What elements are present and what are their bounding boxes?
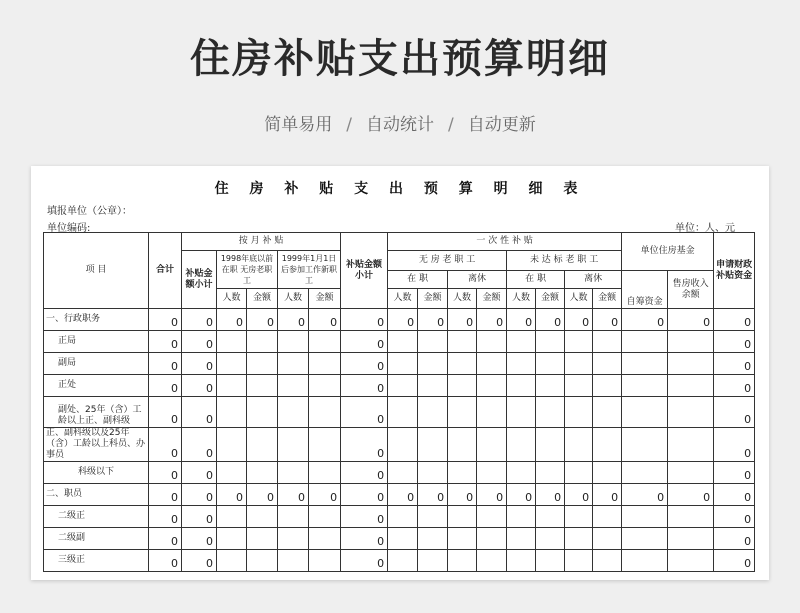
cell-o-p3[interactable] [507,462,536,484]
cell-sale[interactable] [668,462,714,484]
cell-o-p4[interactable] [565,375,593,397]
cell-o-p1[interactable] [388,428,418,462]
header-active: 在 职 [507,271,565,289]
cell-apply[interactable]: 0 [714,375,755,397]
cell-o-a1[interactable]: 0 [418,309,448,331]
cell-m-a2[interactable] [309,462,341,484]
cell-o-sub[interactable]: 0 [341,528,388,550]
cell-m-p2[interactable] [278,397,309,428]
cell-o-p4[interactable]: 0 [565,309,593,331]
cell-o-p3[interactable] [507,397,536,428]
cell-total[interactable]: 0 [149,331,182,353]
cell-apply[interactable]: 0 [714,528,755,550]
cell-m-a2[interactable] [309,528,341,550]
cell-total[interactable]: 0 [149,353,182,375]
cell-o-sub[interactable]: 0 [341,484,388,506]
table-row [44,375,755,397]
cell-m-a2[interactable] [309,550,341,572]
header-post-1999: 1999年1月1日后参加工作新职工 [278,251,341,289]
row-label[interactable]: 副处、25年（含）工龄以上正、副科级 [44,397,149,428]
tagline [0,113,800,137]
cell-o-p1[interactable] [388,506,418,528]
header-amount: 金额 [418,289,448,309]
cell-self[interactable] [622,375,668,397]
row-label[interactable]: 一、行政职务 [44,309,149,331]
cell-o-p4[interactable] [565,550,593,572]
budget-table [43,232,755,572]
cell-o-a1[interactable] [418,353,448,375]
tag-auto-update: 自动更新 [467,115,536,135]
cell-m-sub[interactable]: 0 [182,506,217,528]
row-label[interactable]: 二、职员 [44,484,149,506]
cell-m-a2[interactable]: 0 [309,484,341,506]
cell-apply[interactable]: 0 [714,397,755,428]
cell-o-a2[interactable]: 0 [477,484,507,506]
cell-o-a3[interactable] [536,397,565,428]
unit-measure: 单位：人、元 [675,223,735,234]
row-label[interactable]: 三级正 [44,550,149,572]
cell-o-p1[interactable] [388,397,418,428]
cell-o-a1[interactable] [418,375,448,397]
cell-apply[interactable]: 0 [714,331,755,353]
cell-o-a4[interactable] [593,506,622,528]
cell-o-a4[interactable] [593,353,622,375]
cell-o-a3[interactable] [536,506,565,528]
cell-sale[interactable] [668,528,714,550]
cell-o-a2[interactable] [477,550,507,572]
cell-o-a2[interactable] [477,428,507,462]
cell-o-a4[interactable] [593,397,622,428]
table-row [44,506,755,528]
cell-o-p2[interactable]: 0 [448,484,477,506]
row-label[interactable]: 二级副 [44,528,149,550]
header-people: 人数 [278,289,309,309]
cell-o-a1[interactable] [418,506,448,528]
cell-m-a1[interactable] [247,331,278,353]
cell-o-a1[interactable] [418,550,448,572]
cell-apply[interactable]: 0 [714,428,755,462]
cell-o-a4[interactable] [593,331,622,353]
cell-o-p4[interactable] [565,428,593,462]
cell-o-a3[interactable] [536,353,565,375]
cell-m-a1[interactable] [247,428,278,462]
cell-o-p3[interactable]: 0 [507,484,536,506]
cell-m-p2[interactable]: 0 [278,309,309,331]
tag-easy: 简单易用 [264,115,333,135]
cell-m-p1[interactable] [217,397,247,428]
row-label[interactable]: 正、副科级以及25年（含）工龄以上科员、办事员 [44,428,149,462]
cell-o-a1[interactable]: 0 [418,484,448,506]
cell-o-p3[interactable] [507,506,536,528]
table-row [44,353,755,375]
table-row [44,484,755,506]
header-people: 人数 [507,289,536,309]
cell-self[interactable] [622,550,668,572]
cell-m-a1[interactable] [247,397,278,428]
cell-sale[interactable] [668,353,714,375]
cell-o-sub[interactable]: 0 [341,353,388,375]
cell-o-p1[interactable] [388,353,418,375]
cell-self[interactable] [622,528,668,550]
page-title: 住房补贴支出预算明细 [190,36,610,82]
tag-auto-stats: 自动统计 [366,115,434,135]
cell-m-a1[interactable] [247,550,278,572]
cell-sale[interactable]: 0 [668,484,714,506]
table-row [44,462,755,484]
cell-total[interactable]: 0 [149,528,182,550]
cell-m-p2[interactable] [278,528,309,550]
cell-o-p4[interactable] [565,331,593,353]
cell-total[interactable]: 0 [149,550,182,572]
cell-o-p4[interactable] [565,528,593,550]
cell-sale[interactable] [668,506,714,528]
cell-m-sub[interactable]: 0 [182,428,217,462]
cell-o-p2[interactable] [448,550,477,572]
cell-o-a2[interactable]: 0 [477,309,507,331]
header-monthly-subtotal: 补贴金额小计 [182,251,217,309]
header-no-house-staff: 无 房 老 职 工 [388,251,507,271]
cell-m-p2[interactable] [278,550,309,572]
cell-m-a1[interactable] [247,353,278,375]
cell-apply[interactable]: 0 [714,309,755,331]
cell-o-p4[interactable] [565,353,593,375]
cell-o-sub[interactable]: 0 [341,462,388,484]
table-row [44,428,755,462]
header-people: 人数 [388,289,418,309]
cell-sale[interactable] [668,428,714,462]
cell-o-p2[interactable] [448,375,477,397]
unit-label: 填报单位（公章）： [47,206,132,217]
cell-apply[interactable]: 0 [714,484,755,506]
cell-m-p2[interactable] [278,375,309,397]
header-retired: 离休 [565,271,622,289]
cell-o-p3[interactable] [507,375,536,397]
cell-o-p3[interactable] [507,353,536,375]
cell-o-a4[interactable] [593,428,622,462]
cell-m-a2[interactable] [309,428,341,462]
cell-o-sub[interactable]: 0 [341,331,388,353]
cell-self[interactable]: 0 [622,309,668,331]
header-sale-income: 售房收入余额 [668,271,714,309]
cell-self[interactable] [622,397,668,428]
cell-o-a2[interactable] [477,506,507,528]
cell-o-a4[interactable] [593,462,622,484]
cell-self[interactable] [622,506,668,528]
cell-m-a2[interactable] [309,331,341,353]
cell-self[interactable]: 0 [622,484,668,506]
header-item: 项 目 [44,233,149,309]
cell-o-a3[interactable] [536,528,565,550]
cell-m-a1[interactable]: 0 [247,309,278,331]
tag-separator: / [346,115,352,135]
cell-m-a2[interactable] [309,506,341,528]
cell-m-p1[interactable] [217,428,247,462]
cell-m-p2[interactable] [278,353,309,375]
cell-o-a1[interactable] [418,331,448,353]
cell-o-p3[interactable] [507,550,536,572]
header-onetime-subtotal: 补贴金额小计 [341,233,388,309]
table-row [44,528,755,550]
cell-o-a3[interactable] [536,428,565,462]
row-label[interactable]: 正局 [44,331,149,353]
cell-m-sub[interactable]: 0 [182,528,217,550]
cell-o-p3[interactable]: 0 [507,309,536,331]
cell-o-p1[interactable] [388,331,418,353]
row-label[interactable]: 二级正 [44,506,149,528]
header-not-standard-staff: 未 达 标 老 职 工 [507,251,622,271]
cell-o-p2[interactable]: 0 [448,309,477,331]
cell-o-p3[interactable] [507,331,536,353]
cell-o-a4[interactable] [593,528,622,550]
table-row [44,331,755,353]
cell-m-a1[interactable] [247,375,278,397]
cell-o-p2[interactable] [448,528,477,550]
cell-self[interactable] [622,462,668,484]
cell-apply[interactable]: 0 [714,462,755,484]
cell-o-p4[interactable] [565,397,593,428]
cell-m-a2[interactable] [309,375,341,397]
cell-o-a4[interactable] [593,375,622,397]
cell-m-sub[interactable]: 0 [182,375,217,397]
cell-o-sub[interactable]: 0 [341,550,388,572]
spreadsheet-preview [31,166,769,580]
header-total: 合计 [149,233,182,309]
header-active: 在 职 [388,271,448,289]
cell-total[interactable]: 0 [149,462,182,484]
header-amount: 金额 [309,289,341,309]
cell-o-p1[interactable]: 0 [388,309,418,331]
cell-m-sub[interactable]: 0 [182,462,217,484]
cell-o-p1[interactable] [388,462,418,484]
cell-o-p2[interactable] [448,506,477,528]
header-amount: 金额 [477,289,507,309]
cell-m-p2[interactable] [278,428,309,462]
cell-apply[interactable]: 0 [714,550,755,572]
cell-m-p2[interactable] [278,331,309,353]
cell-o-p4[interactable]: 0 [565,484,593,506]
cell-apply[interactable]: 0 [714,353,755,375]
cell-o-p1[interactable] [388,375,418,397]
table-row [44,550,755,572]
cell-o-p1[interactable] [388,550,418,572]
cell-m-a2[interactable]: 0 [309,309,341,331]
row-label[interactable]: 科级以下 [44,462,149,484]
cell-o-a4[interactable]: 0 [593,484,622,506]
cell-m-p1[interactable] [217,506,247,528]
cell-o-p1[interactable]: 0 [388,484,418,506]
cell-o-p4[interactable] [565,506,593,528]
cell-m-p1[interactable]: 0 [217,484,247,506]
cell-sale[interactable] [668,331,714,353]
header-pre-1998: 1998年底以前在职 无房老职工 [217,251,278,289]
cell-o-a4[interactable] [593,550,622,572]
cell-total[interactable]: 0 [149,375,182,397]
cell-m-p2[interactable] [278,462,309,484]
cell-m-sub[interactable]: 0 [182,331,217,353]
cell-m-a1[interactable]: 0 [247,484,278,506]
cell-o-p3[interactable] [507,528,536,550]
cell-o-a2[interactable] [477,397,507,428]
cell-total[interactable]: 0 [149,397,182,428]
row-label[interactable]: 副局 [44,353,149,375]
cell-m-p1[interactable] [217,528,247,550]
cell-o-a3[interactable]: 0 [536,309,565,331]
cell-o-a2[interactable] [477,375,507,397]
cell-m-p1[interactable] [217,550,247,572]
cell-total[interactable]: 0 [149,484,182,506]
header-people: 人数 [565,289,593,309]
cell-m-a2[interactable] [309,397,341,428]
cell-m-p2[interactable] [278,506,309,528]
code-label: 单位编码: [47,223,91,234]
cell-o-p2[interactable] [448,353,477,375]
cell-m-p1[interactable] [217,353,247,375]
cell-o-p1[interactable] [388,528,418,550]
cell-o-a2[interactable] [477,528,507,550]
cell-o-a3[interactable] [536,375,565,397]
cell-m-sub[interactable]: 0 [182,397,217,428]
table-row [44,309,755,331]
cell-sale[interactable]: 0 [668,309,714,331]
cell-total[interactable]: 0 [149,309,182,331]
cell-o-a3[interactable]: 0 [536,484,565,506]
cell-o-p2[interactable] [448,331,477,353]
header-self-funded: 自筹资金 [622,271,668,309]
cell-m-sub[interactable]: 0 [182,353,217,375]
cell-sale[interactable] [668,397,714,428]
cell-o-sub[interactable]: 0 [341,375,388,397]
cell-o-sub[interactable]: 0 [341,428,388,462]
cell-o-a3[interactable] [536,550,565,572]
cell-o-a2[interactable] [477,353,507,375]
cell-o-a2[interactable] [477,331,507,353]
table-row [44,397,755,428]
cell-total[interactable]: 0 [149,428,182,462]
cell-m-a1[interactable] [247,462,278,484]
cell-o-a4[interactable]: 0 [593,309,622,331]
cell-self[interactable] [622,353,668,375]
cell-o-a1[interactable] [418,528,448,550]
header-onetime-subsidy: 一 次 性 补 贴 [388,233,622,251]
tag-separator: / [448,115,454,135]
cell-m-p2[interactable]: 0 [278,484,309,506]
cell-total[interactable]: 0 [149,506,182,528]
cell-apply[interactable]: 0 [714,506,755,528]
cell-o-a3[interactable] [536,462,565,484]
header-amount: 金额 [593,289,622,309]
cell-m-sub[interactable]: 0 [182,550,217,572]
header-housing-fund: 单位住房基金 [622,233,714,271]
cell-self[interactable] [622,331,668,353]
cell-m-p1[interactable] [217,331,247,353]
cell-m-a1[interactable] [247,506,278,528]
cell-o-sub[interactable]: 0 [341,506,388,528]
cell-o-sub[interactable]: 0 [341,309,388,331]
cell-o-sub[interactable]: 0 [341,397,388,428]
header-people: 人数 [217,289,247,309]
cell-m-p1[interactable] [217,375,247,397]
cell-o-a3[interactable] [536,331,565,353]
header-monthly-subsidy: 按 月 补 贴 [182,233,341,251]
cell-o-a1[interactable] [418,428,448,462]
cell-m-sub[interactable]: 0 [182,309,217,331]
cell-o-p4[interactable] [565,462,593,484]
cell-o-p2[interactable] [448,397,477,428]
cell-o-a1[interactable] [418,397,448,428]
document-title: 住 房 补 贴 支 出 预 算 明 细 表 [214,181,586,197]
cell-sale[interactable] [668,375,714,397]
cell-sale[interactable] [668,550,714,572]
cell-o-p2[interactable] [448,428,477,462]
cell-o-p3[interactable] [507,428,536,462]
cell-o-a1[interactable] [418,462,448,484]
cell-o-p2[interactable] [448,462,477,484]
cell-m-a1[interactable] [247,528,278,550]
header-apply-subsidy: 申请财政补贴资金 [714,233,755,309]
header-amount: 金额 [247,289,278,309]
cell-self[interactable] [622,428,668,462]
header-amount: 金额 [536,289,565,309]
header-retired: 离休 [448,271,507,289]
header-people: 人数 [448,289,477,309]
row-label[interactable]: 正处 [44,375,149,397]
cell-m-p1[interactable]: 0 [217,309,247,331]
cell-m-sub[interactable]: 0 [182,484,217,506]
cell-m-p1[interactable] [217,462,247,484]
cell-m-a2[interactable] [309,353,341,375]
cell-o-a2[interactable] [477,462,507,484]
